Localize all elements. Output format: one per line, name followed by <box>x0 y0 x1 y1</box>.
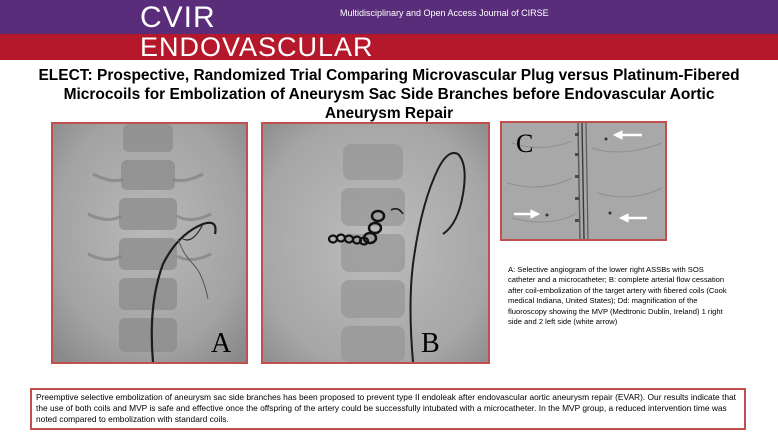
figure-panel-b <box>261 122 490 364</box>
paper-title: ELECT: Prospective, Randomized Trial Comparing Microvascular Plug versus Platinum-Fibered Microcoils for Embolization of Aneurysm Sac Side Branches before Endovascular Aortic Aneurysm Repair <box>38 67 740 122</box>
journal-logo-bottom: ENDOVASCULAR <box>140 32 374 62</box>
journal-tagline: Multidisciplinary and Open Access Journal of CIRSE <box>340 8 549 18</box>
angiogram-a-image <box>53 124 246 362</box>
figure-caption: A: Selective angiogram of the lower right ASSBs with SOS catheter and a microcatheter; B: complete arterial flow cessation after coil-embolization of the target artery with fibered coils (Cook medical Indiana, United States); Dd: magnification of the fluoroscopy showing the MVP (Medtronic Dublin, Ireland) 1 right side and 2 left side (white arrow) <box>508 265 727 327</box>
figure-panel-a <box>51 122 248 364</box>
journal-logo-top: CVIR <box>140 1 216 34</box>
header-band-red <box>0 34 778 60</box>
angiogram-b-image <box>263 124 488 362</box>
panel-label-c: C <box>516 129 534 158</box>
abstract-box: Preemptive selective embolization of aneurysm sac side branches has been proposed to prevent type II endoleak after endovascular aortic aneurysm repair (EVAR). Our results indicate that the use of both coils and MVP is safe and effective once the offspring of the artery could be successfully intubated with a microcatheter. In the MVP group, a reduced intervention time was noted compared to embolization with standard coils. <box>30 388 746 430</box>
figure-panel-c <box>500 121 667 241</box>
panel-label-b: B <box>421 328 440 359</box>
panel-label-a: A <box>211 328 232 359</box>
